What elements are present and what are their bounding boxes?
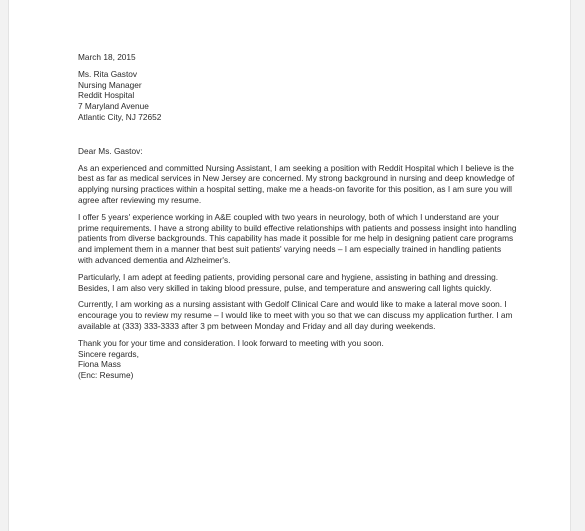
recipient-city-state-zip: Atlantic City, NJ 72652 <box>78 111 162 122</box>
cover-letter <box>78 52 518 381</box>
recipient-name: Ms. Rita Gastov <box>78 68 138 79</box>
document-page <box>8 0 571 531</box>
enclosure-note: (Enc: Resume) <box>78 370 134 381</box>
salutation: Dear Ms. Gastov: <box>78 145 143 156</box>
body-paragraph-1: As an experienced and committed Nursing Assistant, I am seeking a position with Reddit Hospital which I believe is the best as far as medical services in New Jersey are concerned. My strong background in nursing and deep knowledge of applying nursing practices within a hospital setting, make me a heads-on favorite for this position, as I am sure you will agree after reviewing my resume. <box>78 162 515 205</box>
recipient-address <box>78 69 518 123</box>
letter-date: March 18, 2015 <box>78 52 136 62</box>
body-paragraph-2: I offer 5 years' experience working in A&E coupled with two years in neurology, both of which I understand are your prime requirements. I have a strong ability to build effective relationships with patients and possess insight into handling patients from diverse backgrounds. This capability has made it possible for me help in designing patient care programs and implement them in a manner that best suit patients' varying needs – I am especially trained in handling patients with advanced dementia and Alzheimer's. <box>78 211 517 265</box>
body-paragraph-5: Thank you for your time and consideration. I look forward to meeting with you soon. <box>78 337 384 348</box>
recipient-organization: Reddit Hospital <box>78 90 135 101</box>
body-paragraph-3: Particularly, I am adept at feeding patients, providing personal care and hygiene, assisting in bathing and dressing. Besides, I am also very skilled in taking blood pressure, pulse, and temperature and answering call lights quickly. <box>78 271 499 293</box>
recipient-title: Nursing Manager <box>78 79 142 90</box>
signature-name: Fiona Mass <box>78 359 121 370</box>
body-paragraph-4: Currently, I am working as a nursing assistant with Gedolf Clinical Care and would like to make a lateral move soon. I encourage you to review my resume – I would like to meet with you so that we can discuss my application further. I am available at (333) 333-3333 after 3 pm between Monday and Friday and all day during weekends. <box>78 299 513 331</box>
recipient-street: 7 Maryland Avenue <box>78 101 149 112</box>
closing: Sincere regards, <box>78 348 139 359</box>
